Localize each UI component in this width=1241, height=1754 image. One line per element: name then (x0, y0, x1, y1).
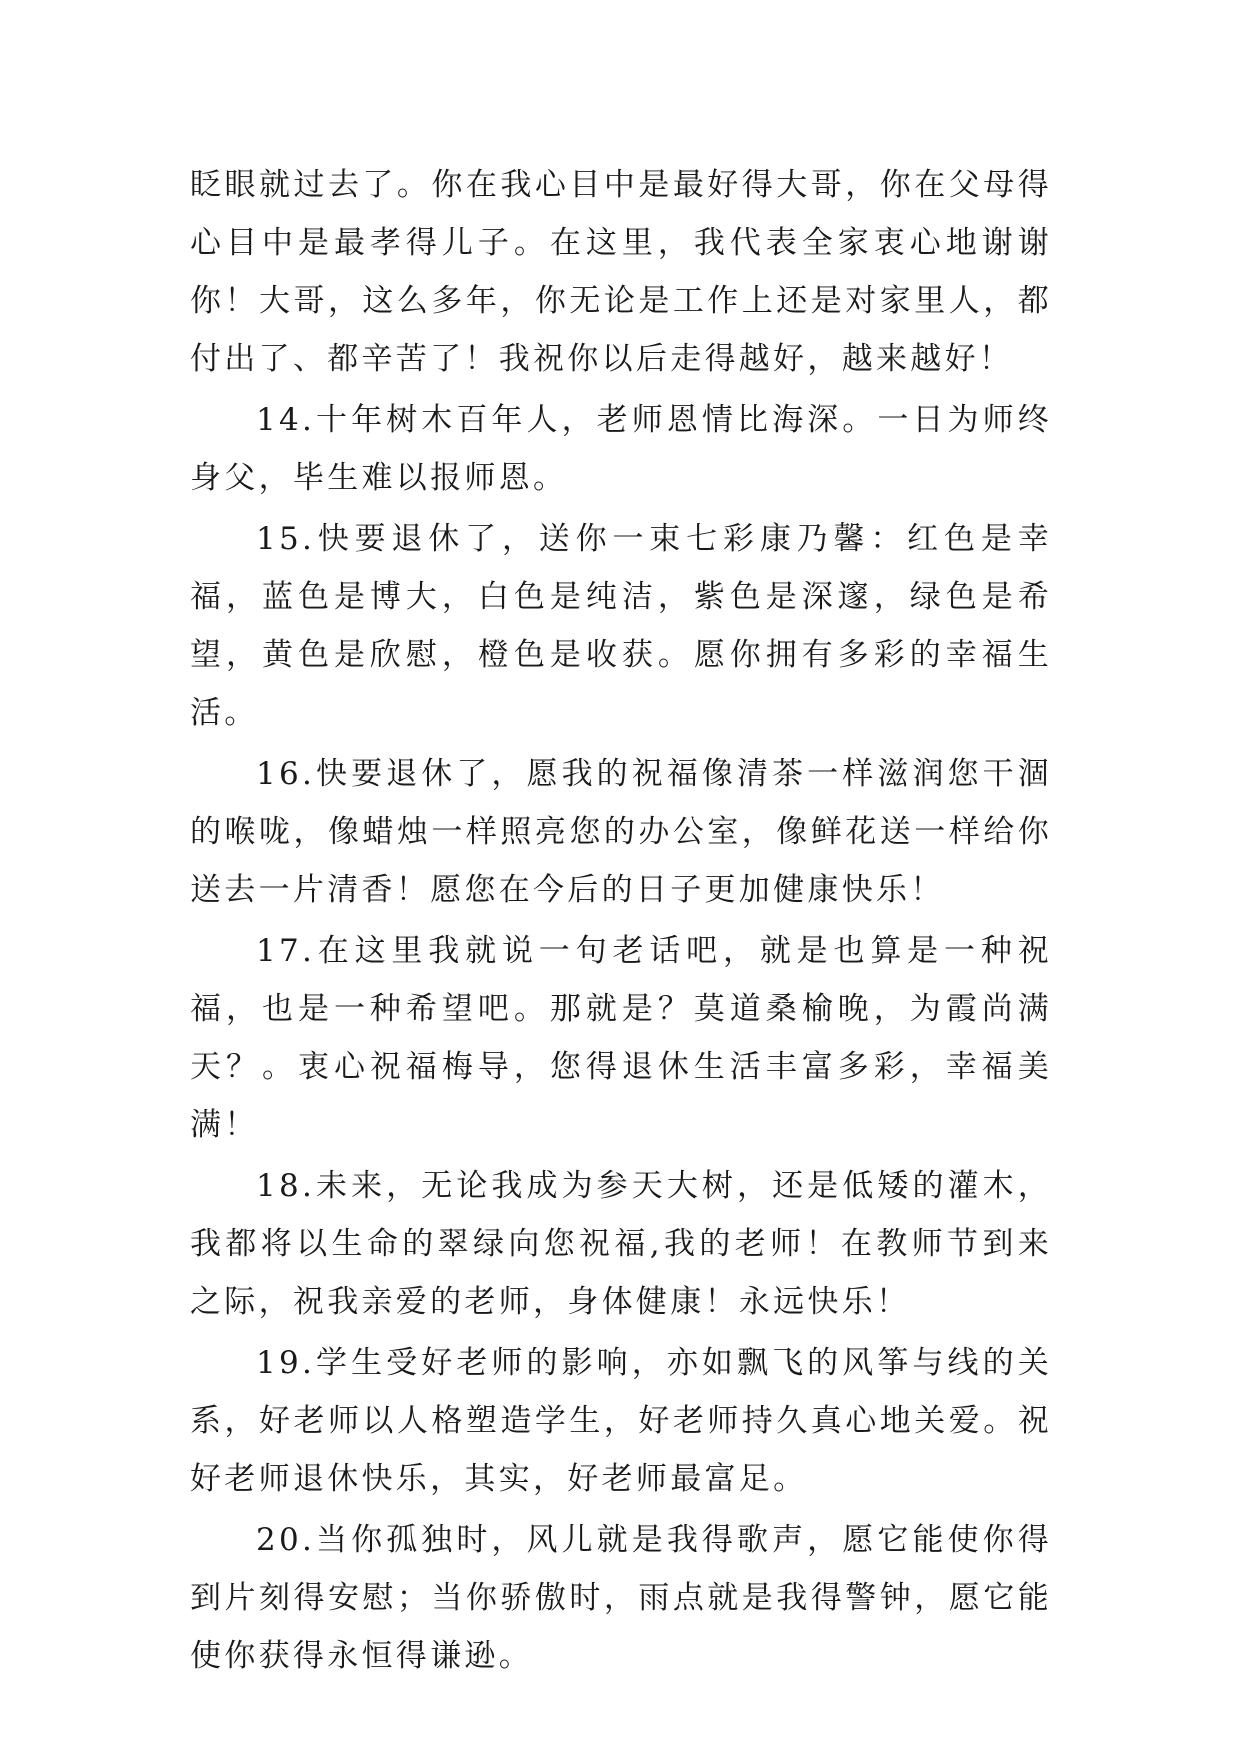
paragraph-18: 18.未来，无论我成为参天大树，还是低矮的灌木，我都将以生命的翠绿向您祝福,我的老师！在教师节到来之际，祝我亲爱的老师，身体健康！永远快乐！ (190, 1168, 1052, 1320)
paragraph-15: 15.快要退休了，送你一束七彩康乃馨：红色是幸福，蓝色是博大，白色是纯洁，紫色是深邃，绿色是希望，黄色是欣慰，橙色是收获。愿你拥有多彩的幸福生活。 (190, 521, 1052, 731)
paragraph-13-continued: 眨眼就过去了。你在我心目中是最好得大哥，你在父母得心目中是最孝得儿子。在这里，我代表全家衷心地谢谢你！大哥，这么多年，你无论是工作上还是对家里人，都付出了、都辛苦了！我祝你以后走得越好，越来越好！ (190, 167, 1052, 377)
paragraph-16: 16.快要退休了，愿我的祝福像清茶一样滋润您干涸的喉咙，像蜡烛一样照亮您的办公室，像鲜花送一样给你送去一片清香！愿您在今后的日子更加健康快乐！ (190, 756, 1052, 908)
paragraph-14: 14.十年树木百年人，老师恩情比海深。一日为师终身父，毕生难以报师恩。 (190, 402, 1052, 496)
paragraph-19: 19.学生受好老师的影响，亦如飘飞的风筝与线的关系，好老师以人格塑造学生，好老师持久真心地关爱。祝好老师退休快乐，其实，好老师最富足。 (190, 1345, 1052, 1497)
document-body (190, 156, 1052, 1685)
paragraph-17: 17.在这里我就说一句老话吧，就是也算是一种祝福，也是一种希望吧。那就是？莫道桑榆晚，为霞尚满天？。衷心祝福梅导，您得退休生活丰富多彩，幸福美满！ (190, 933, 1052, 1143)
paragraph-20: 20.当你孤独时，风儿就是我得歌声，愿它能使你得到片刻得安慰；当你骄傲时，雨点就是我得警钟，愿它能使你获得永恒得谦逊。 (190, 1522, 1052, 1674)
